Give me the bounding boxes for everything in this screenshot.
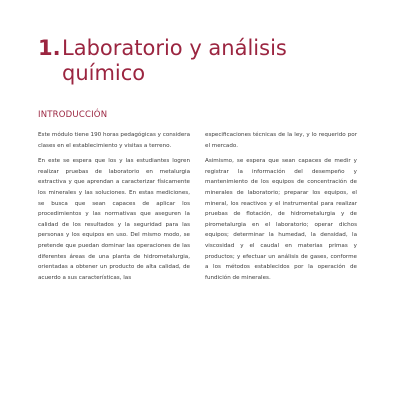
module-title xyxy=(38,36,287,86)
right-paragraph-2: Asimismo, se espera que sean capaces de medir y registrar la información del desempeño y mantenimiento de los equipos de concentración de minerales de laboratorio; preparar los equipos, el mineral, los reactivos y el instrumental para realizar pruebas de flotación, de hidrometalurgia y de pirometalurgia en el laboratorio; operar dichos equipos; determinar la humedad, la densidad, la viscosidad y el caudal en materias primas y productos; y efectuar un análisis de gases, conforme a los métodos establecidos por la operación de fundición de minerales. xyxy=(205,158,357,281)
left-paragraph-2: En este se espera que los y las estudiantes logren realizar pruebas de laboratorio en metalurgia extractiva y que aprendan a caracterizar físicamente los minerales y las soluciones. En estas mediciones, se busca que sean capaces de aplicar los procedimientos y las normativas que aseguren la calidad de los resultados y la seguridad para las personas y los equipos en uso. Del mismo modo, se pretende que puedan dominar las operaciones de las diferentes áreas de una planta de hidrometalurgia, orientadas a obtener un producto de alta calidad, de acuerdo a sus características, las xyxy=(38,158,190,281)
module-number: 1. xyxy=(38,36,61,60)
module-title-line-1: Laboratorio y análisis xyxy=(62,36,287,60)
left-column xyxy=(38,130,190,288)
right-paragraph-1: especificaciones técnicas de la ley, y lo requerido por el mercado. xyxy=(205,132,357,149)
left-paragraph-1: Este módulo tiene 190 horas pedagógicas y considera clases en el establecimiento y visitas a terreno. xyxy=(38,132,190,149)
right-column xyxy=(205,130,357,288)
module-title-line-2: químico xyxy=(62,61,146,85)
section-heading: INTRODUCCIÓN xyxy=(38,110,108,120)
